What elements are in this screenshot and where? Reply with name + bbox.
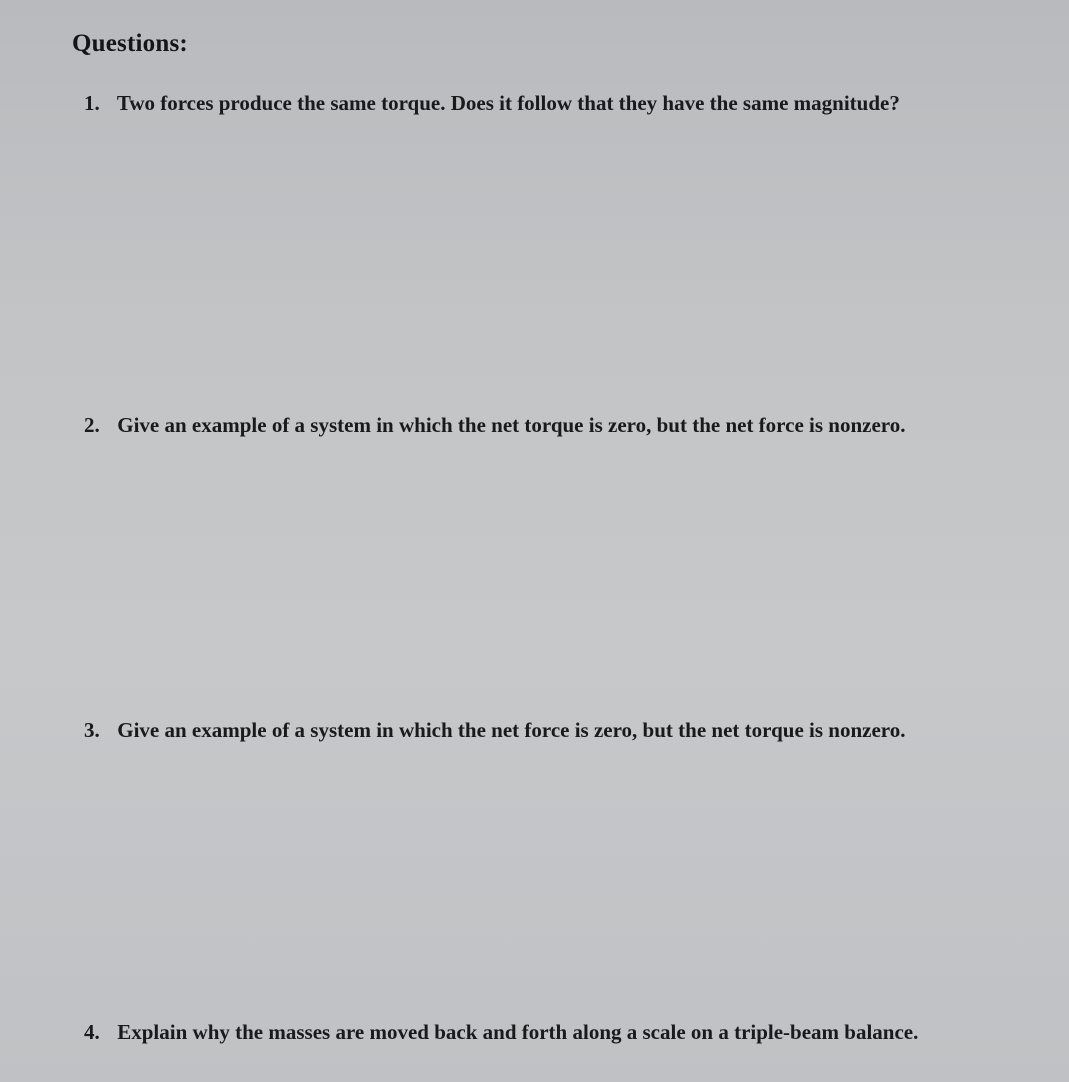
question-item <box>84 91 900 116</box>
question-item <box>84 413 905 438</box>
question-number: 2. <box>84 413 100 437</box>
question-text: Two forces produce the same torque. Does it follow that they have the same magnitude? <box>116 91 900 115</box>
question-number: 3. <box>84 718 100 742</box>
question-item <box>84 718 905 743</box>
question-text: Give an example of a system in which the net force is zero, but the net torque is nonzero. <box>117 718 906 742</box>
question-number: 4. <box>84 1020 100 1044</box>
question-text: Give an example of a system in which the net torque is zero, but the net force is nonzero. <box>117 413 906 437</box>
page-title: Questions: <box>72 30 188 57</box>
question-text: Explain why the masses are moved back and forth along a scale on a triple-beam balance. <box>117 1020 919 1044</box>
question-item <box>84 1020 918 1045</box>
question-number: 1. <box>84 91 100 115</box>
